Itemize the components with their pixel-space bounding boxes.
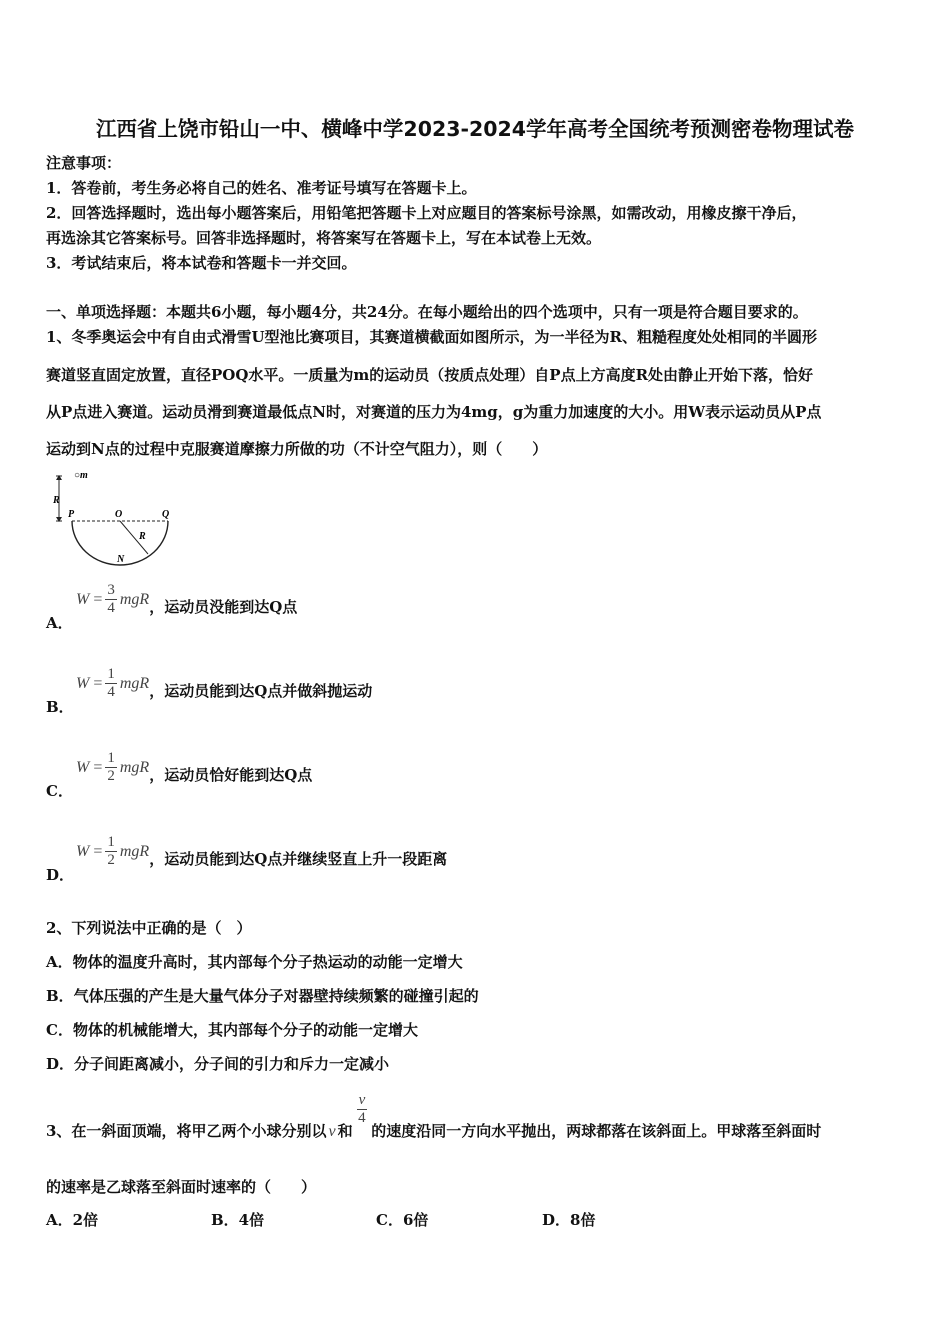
q2-option-c: C．物体的机械能增大，其内部每个分子的动能一定增大	[46, 1021, 418, 1039]
label-r-radius: R	[139, 531, 146, 542]
section-heading: 一、单项选择题：本题共6小题，每小题4分，共24分。在每小题给出的四个选项中，只有一项是符合题目要求的。	[46, 303, 808, 321]
q2-option-d: D．分子间距离减小，分子间的引力和斥力一定减小	[46, 1055, 390, 1073]
page-title: 江西省上饶市铅山一中、横峰中学2023-2024学年高考全国统考预测密卷物理试卷	[95, 117, 855, 141]
label-n: N	[117, 554, 125, 565]
q3-stem-line1: 3、在一斜面顶端，将甲乙两个小球分别以 v 和 $\frac{v}{4}$ 的速度沿同一方向水平抛出，两球都落在该斜面上。甲球落至斜面时	[46, 1092, 822, 1140]
q1-option-a: A． W = $\frac{3}{4}$ mgR ，运动员没能到达Q点	[46, 582, 298, 632]
halfpipe-diagram	[44, 466, 184, 570]
label-m: ○m	[74, 470, 88, 481]
notice-item: 3．考试结束后，将本试卷和答题卡一并交回。	[46, 254, 357, 272]
q3-option-b: B．4倍	[211, 1211, 265, 1229]
q3-options	[46, 1209, 906, 1229]
label-o: O	[115, 509, 123, 520]
notice-heading: 注意事项：	[46, 154, 122, 172]
label-p: P	[68, 509, 75, 520]
notice-item: 再选涂其它答案标号。回答非选择题时，将答案写在答题卡上，写在本试卷上无效。	[46, 229, 602, 247]
q3-option-c: C．6倍	[376, 1211, 429, 1229]
q2-option-b: B．气体压强的产生是大量气体分子对器壁持续频繁的碰撞引起的	[46, 987, 479, 1005]
label-r-height: R	[53, 495, 60, 506]
q2-stem: 2、下列说法中正确的是（ ）	[46, 919, 252, 937]
q1-stem-line: 1、冬季奥运会中有自由式滑雪U型池比赛项目，其赛道横截面如图所示，为一半径为R、粗糙程度处处相同的半圆形	[46, 328, 817, 346]
q1-option-c: C． W = $\frac{1}{2}$ mgR ，运动员恰好能到达Q点	[46, 750, 313, 800]
q1-stem-line: 赛道竖直固定放置，直径POQ水平。一质量为m的运动员（按质点处理）自P点上方高度R处由静止开始下落，恰好	[46, 366, 814, 384]
q3-option-a: A．2倍	[46, 1211, 99, 1229]
notice-item: 2．回答选择题时，选出每小题答案后，用铅笔把答题卡上对应题目的答案标号涂黑，如需改动，用橡皮擦干净后，	[46, 204, 807, 222]
q2-option-a: A．物体的温度升高时，其内部每个分子热运动的动能一定增大	[46, 953, 463, 971]
label-q: Q	[162, 509, 170, 520]
q1-option-d: D． W = $\frac{1}{2}$ mgR ，运动员能到达Q点并继续竖直上升一段距离	[46, 834, 448, 884]
q3-stem-line2: 的速率是乙球落至斜面时速率的（ ）	[46, 1178, 317, 1196]
q1-stem-line: 运动到N点的过程中克服赛道摩擦力所做的功（不计空气阻力），则（ ）	[46, 440, 548, 458]
q3-option-d: D．8倍	[542, 1211, 596, 1229]
q1-stem-line: 从P点进入赛道。运动员滑到赛道最低点N时，对赛道的压力为4mg，g为重力加速度的大小。用W表示运动员从P点	[46, 403, 822, 421]
notice-item: 1．答卷前，考生务必将自己的姓名、准考证号填写在答题卡上。	[46, 179, 477, 197]
q1-option-b: B． W = $\frac{1}{4}$ mgR ，运动员能到达Q点并做斜抛运动	[46, 666, 373, 716]
